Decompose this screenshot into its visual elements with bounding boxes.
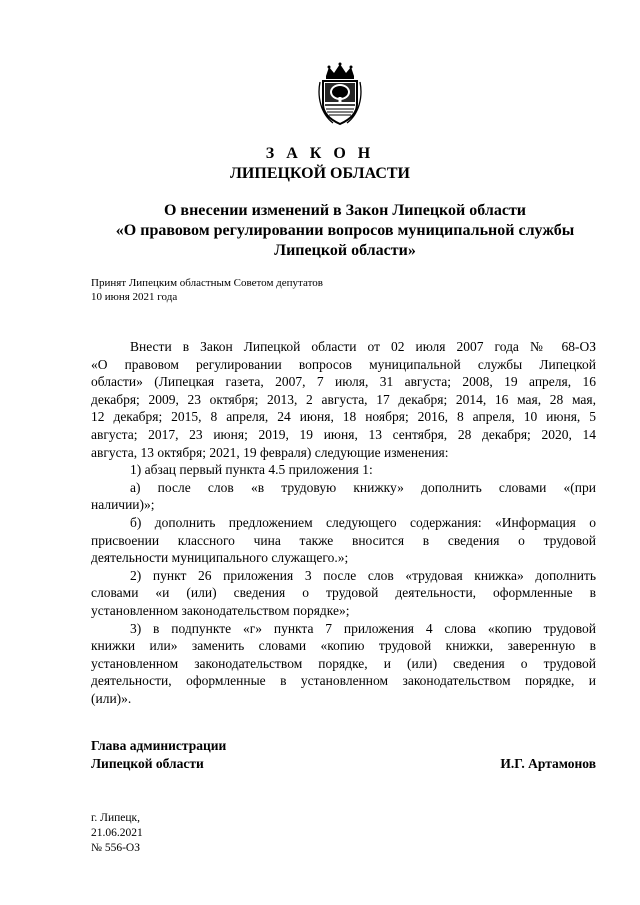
body-line: наличии)»; <box>91 497 155 513</box>
body-line: области» (Липецкая газета, 2007, 7 июля, 31 августа; 2008, 19 апреля, 16 <box>91 374 596 390</box>
law-region-title: ЛИПЕЦКОЙ ОБЛАСТИ <box>230 165 410 182</box>
adoption-date: 10 июня 2021 года <box>91 291 178 303</box>
body-line: а) после слов «в трудовую книжку» дополнить словами «(при <box>130 479 596 495</box>
subject-line: Липецкой области» <box>274 242 416 259</box>
signatory-name: И.Г. Артамонов <box>500 755 596 771</box>
law-title: З А К О Н <box>265 145 375 162</box>
body-line: августа; 2017, 23 июня; 2019, 19 июня, 13 сентября, 28 декабря; 2020, 14 <box>91 426 596 442</box>
body-line: присвоении классного чина также вносится в сведения о трудовой <box>91 532 596 548</box>
footer-number: № 556-ОЗ <box>91 842 140 854</box>
body-line: «О правовом регулировании вопросов муниципальной службы Липецкой <box>91 356 596 372</box>
body-line: б) дополнить предложением следующего содержания: «Информация о <box>130 514 596 530</box>
body-line: (или)». <box>91 690 132 706</box>
adoption-body: Принят Липецким областным Советом депутатов <box>91 277 323 289</box>
body-line: августа, 13 октября; 2021, 19 февраля) следующие изменения: <box>91 444 449 460</box>
body-line: 1) абзац первый пункта 4.5 приложения 1: <box>130 462 373 478</box>
body-line: 2) пункт 26 приложения 3 после слов «трудовая книжка» дополнить <box>130 567 596 583</box>
signature-block <box>91 737 596 772</box>
body-line: деятельности муниципального служащего.»; <box>91 550 349 566</box>
footer-city: г. Липецк, <box>91 812 140 824</box>
body-line: 3) в подпункте «г» пункта 7 приложения 4 слова «копию трудовой <box>130 620 596 636</box>
signatory-position-region: Липецкой области <box>91 755 204 771</box>
subject-line: О внесении изменений в Закон Липецкой области <box>163 202 527 219</box>
coat-of-arms-icon <box>317 62 363 126</box>
law-subject <box>60 201 630 261</box>
signatory-position: Глава администрации <box>91 738 227 753</box>
document-footer <box>91 811 143 856</box>
body-line: 12 декабря; 2015, 8 апреля, 24 июня, 18 ноября; 2016, 8 апреля, 10 июня, 5 <box>91 409 596 425</box>
law-body <box>91 338 596 707</box>
body-line: декабря; 2009, 23 октября; 2013, 2 августа, 17 декабря; 2014, 16 мая, 28 мая, <box>91 391 596 407</box>
body-line: установленном законодательством порядке»; <box>91 602 350 618</box>
body-line: деятельности, оформленные в установленном законодательством порядке, и <box>91 673 596 689</box>
subject-line: «О правовом регулировании вопросов муниципальной службы <box>115 222 575 239</box>
adoption-note <box>91 276 323 304</box>
body-line: Внести в Закон Липецкой области от 02 июля 2007 года № 68-ОЗ <box>130 339 596 354</box>
footer-date: 21.06.2021 <box>91 827 143 839</box>
body-line: книжки или» заменить словами «копию трудовой книжки, заверенную в <box>91 638 596 654</box>
body-line: установленном законодательством порядке, и (или) сведения о трудовой <box>91 655 596 671</box>
signature-row <box>91 755 596 773</box>
body-line: словами «и (или) сведения о трудовой деятельности, оформленные в <box>91 585 596 601</box>
